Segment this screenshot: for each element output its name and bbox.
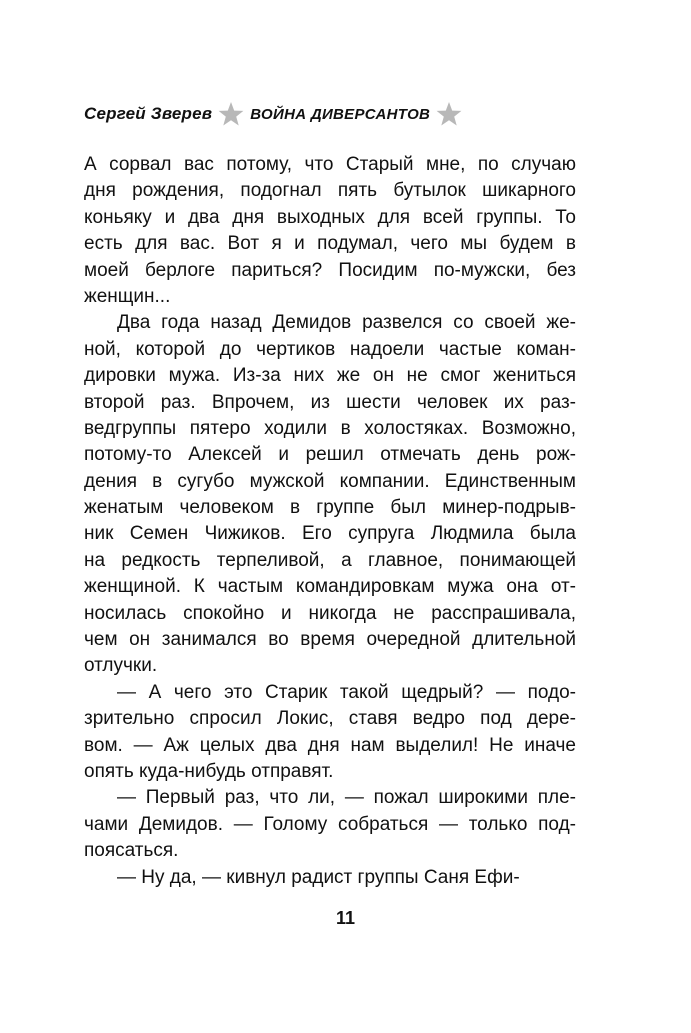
text-line: потому-то Алексей и решил отмечать день рож- [84, 444, 576, 466]
body-text [84, 152, 576, 891]
text-line: поясаться. [84, 840, 179, 862]
page-number: 11 [335, 908, 356, 928]
text-line: есть для вас. Вот я и подумал, чего мы будем в [84, 233, 576, 255]
star-icon [218, 101, 244, 127]
text-line: зрительно спросил Локис, ставя ведро под дере- [84, 708, 576, 730]
text-line: второй раз. Впрочем, из шести человек их раз- [84, 391, 576, 413]
text-line: ведгруппы пятеро ходили в холостяках. Возможно, [84, 417, 576, 439]
text-line: дня рождения, подогнал пять бутылок шикарного [84, 180, 576, 202]
text-line: дения в сугубо мужской компании. Единственным [84, 470, 576, 492]
text-line: женщин... [84, 285, 171, 307]
text-line: вом. — Аж целых два дня нам выделил! Не иначе [84, 734, 576, 756]
paragraph [84, 865, 576, 891]
paragraph [84, 785, 576, 864]
paragraph [84, 310, 576, 679]
text-line: женатым человеком в группе был минер-подрыв- [84, 497, 576, 519]
paragraph [84, 152, 576, 310]
paragraph [84, 680, 576, 786]
text-line: — Первый раз, что ли, — пожал широкими пле- [117, 787, 576, 809]
header-author: Сергей Зверев [84, 104, 213, 123]
text-line: А сорвал вас потому, что Старый мне, по случаю [84, 154, 576, 175]
text-line: — Ну да, — кивнул радист группы Саня Ефи- [117, 866, 520, 888]
running-header [84, 96, 604, 132]
text-line: ной, которой до чертиков надоели частые коман- [84, 338, 576, 360]
text-line: чем он занимался во время очередной длительной [84, 629, 576, 651]
star-icon [436, 101, 462, 127]
header-book-title: ВОЙНА ДИВЕРСАНТОВ [250, 105, 431, 123]
text-line: чами Демидов. — Голому собраться — только под- [84, 813, 576, 835]
text-line: моей берлоге париться? Посидим по-мужски, без [84, 259, 576, 281]
text-line: женщиной. К частым командировкам мужа она от- [84, 576, 576, 598]
text-line: носилась спокойно и никогда не расспрашивала, [84, 602, 576, 624]
text-line: на редкость терпеливой, а главное, понимающей [84, 549, 576, 571]
text-line: отлучки. [84, 655, 158, 677]
text-line: опять куда-нибудь отправят. [84, 760, 334, 782]
text-line: коньяку и два дня выходных для всей группы. То [84, 206, 576, 228]
text-line: Два года назад Демидов развелся со своей же- [117, 312, 576, 334]
text-line: дировки мужа. Из-за них же он не смог жениться [84, 365, 576, 387]
text-line: — А чего это Старик такой щедрый? — подо- [117, 681, 576, 703]
text-line: ник Семен Чижиков. Его супруга Людмила была [84, 523, 576, 545]
